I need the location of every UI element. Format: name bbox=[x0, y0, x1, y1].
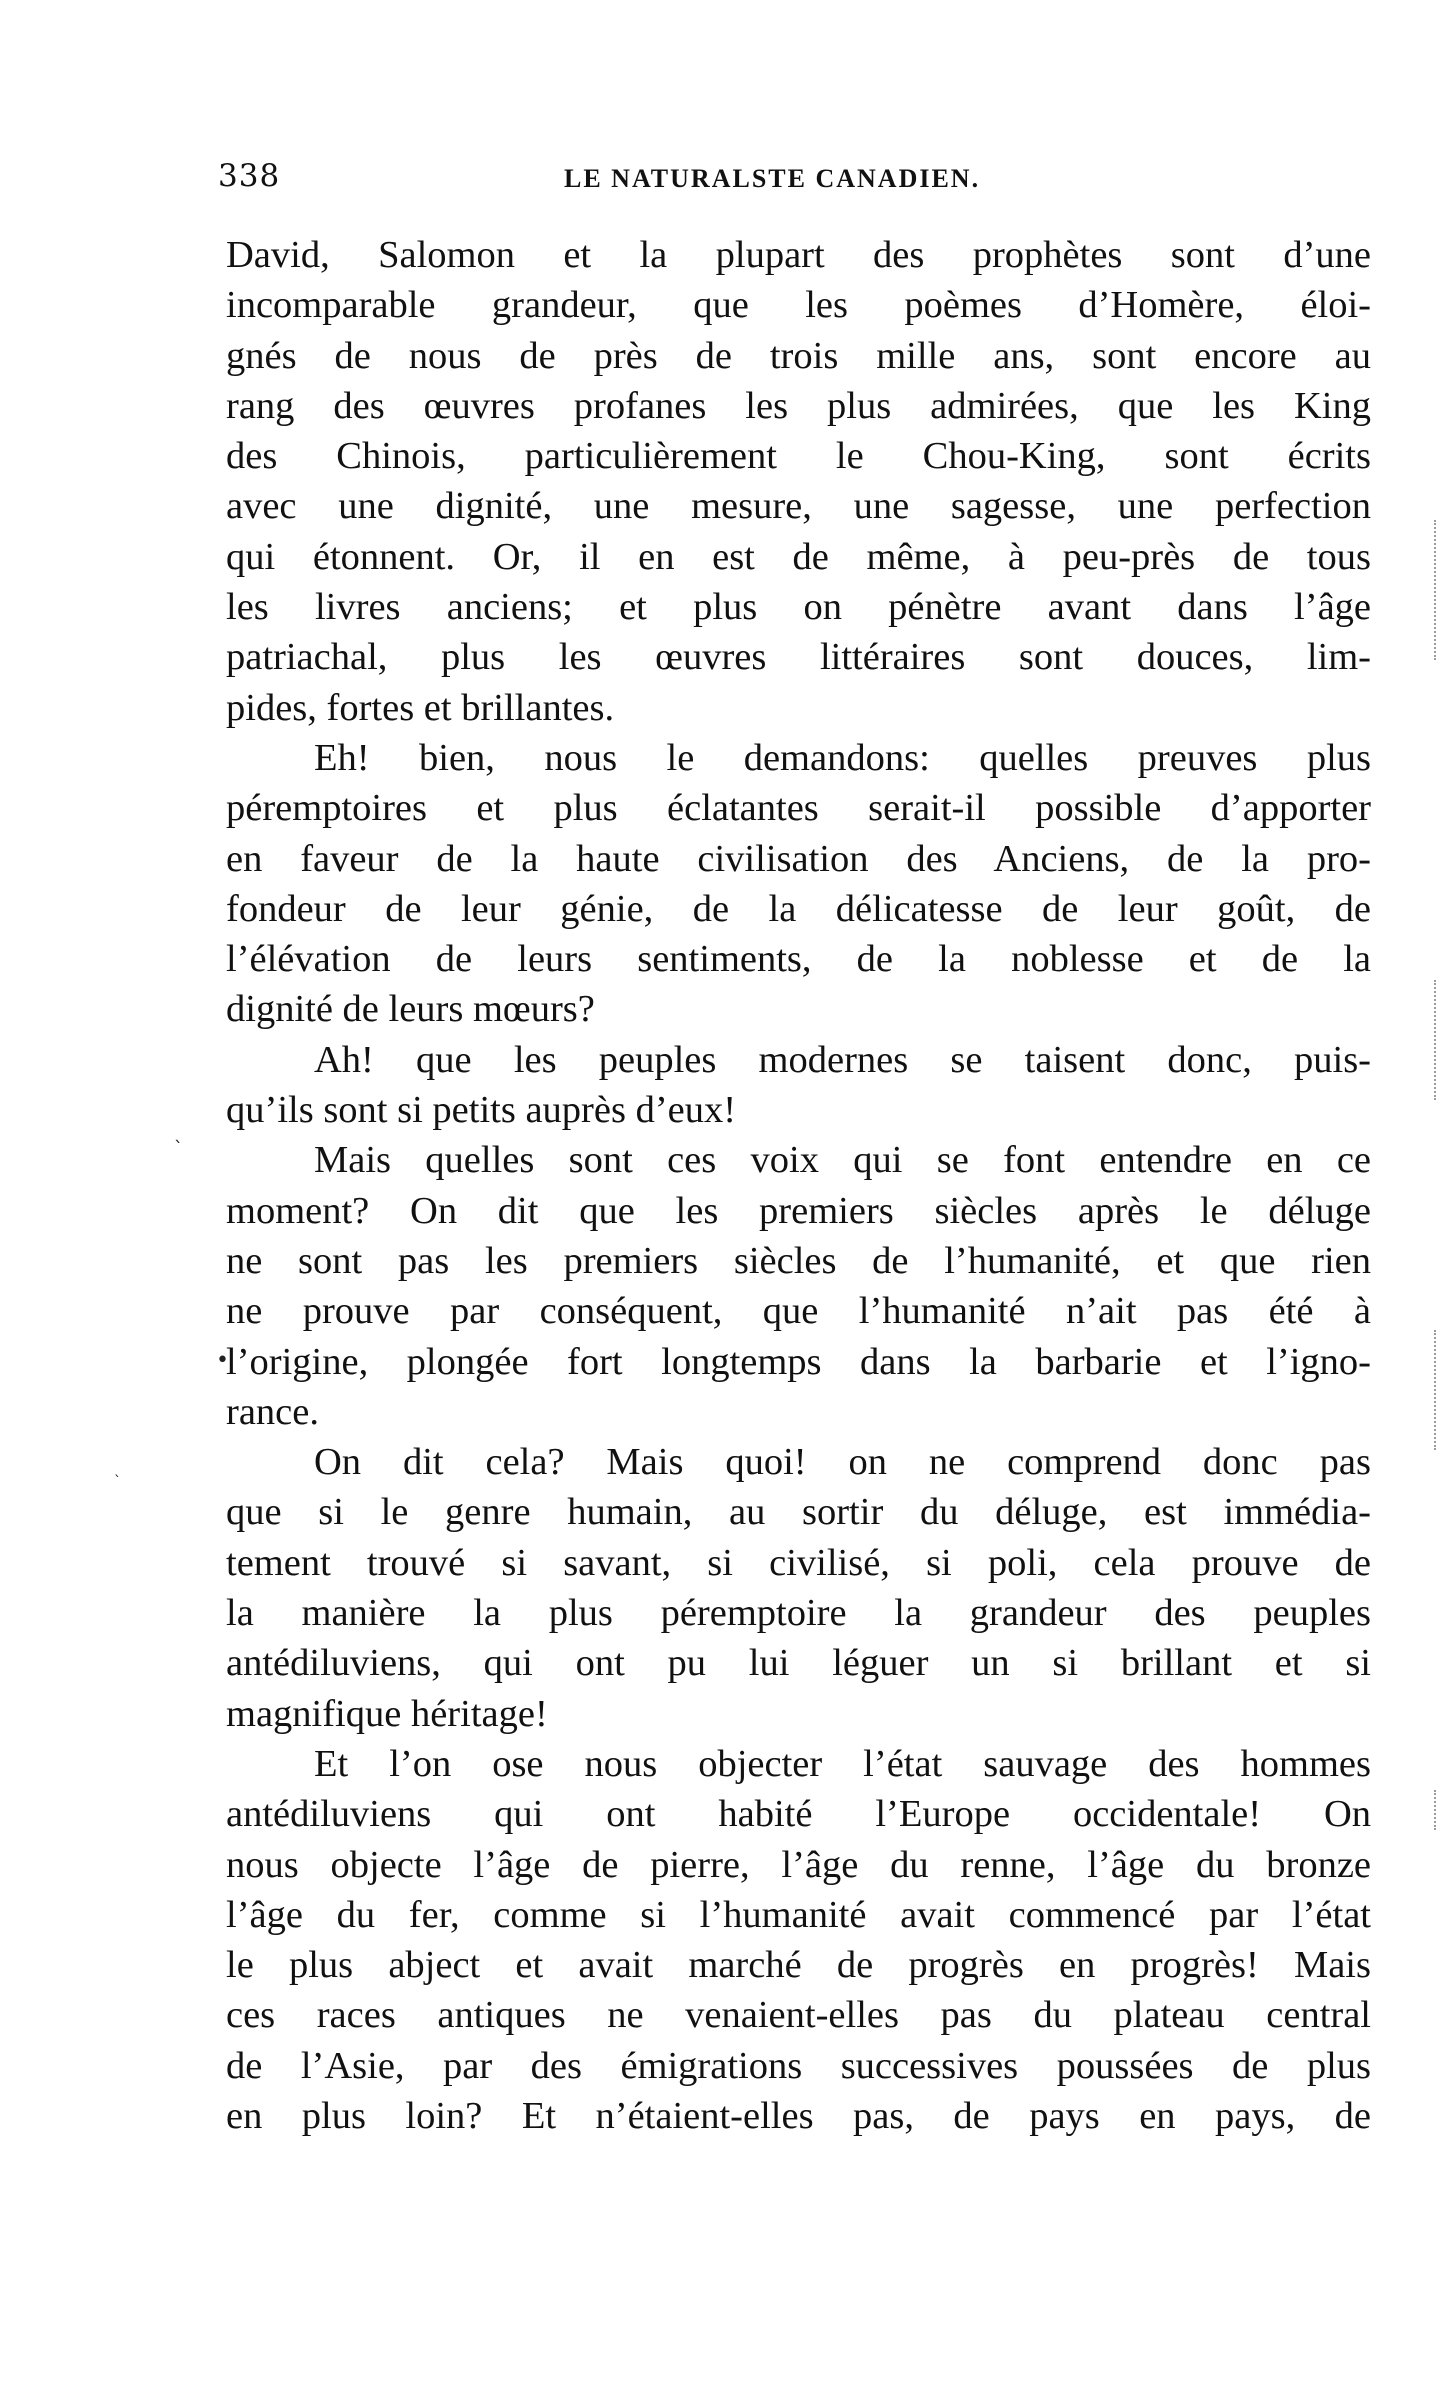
paragraph-2 bbox=[226, 733, 1371, 1035]
paragraph-3 bbox=[226, 1035, 1371, 1136]
running-head bbox=[218, 158, 1378, 198]
text-line: ne prouve par conséquent, que l’humanité n’ait pas été à bbox=[226, 1290, 1371, 1333]
text-line: Ah! que les peuples modernes se taisent donc, puis- bbox=[314, 1038, 1371, 1081]
scan-edge-noise bbox=[1434, 520, 1444, 660]
body-text bbox=[226, 230, 1371, 2141]
scan-edge-noise bbox=[1434, 1790, 1444, 1830]
text-line: moment? On dit que les premiers siècles après le déluge bbox=[226, 1189, 1371, 1232]
margin-speck: ˋ bbox=[174, 1138, 183, 1159]
text-line: qu’ils sont si petits auprès d’eux! bbox=[226, 1089, 737, 1132]
text-line: en plus loin? Et n’étaient-elles pas, de pays en pays, de bbox=[226, 2094, 1371, 2137]
margin-bullet: • bbox=[216, 1348, 229, 1373]
text-line: avec une dignité, une mesure, une sagesse, une perfection bbox=[226, 485, 1371, 528]
text-line: l’origine, plongée fort longtemps dans la barbarie et l’igno- bbox=[226, 1340, 1371, 1383]
text-line: gnés de nous de près de trois mille ans, sont encore au bbox=[226, 334, 1371, 377]
text-line: le plus abject et avait marché de progrès en progrès! Mais bbox=[226, 1944, 1371, 1987]
paragraph-6 bbox=[226, 1739, 1371, 2141]
text-line: fondeur de leur génie, de la délicatesse de leur goût, de bbox=[226, 887, 1371, 930]
text-line: les livres anciens; et plus on pénètre avant dans l’âge bbox=[226, 586, 1371, 629]
text-line: Mais quelles sont ces voix qui se font entendre en ce bbox=[314, 1139, 1371, 1182]
text-line: qui étonnent. Or, il en est de même, à peu-près de tous bbox=[226, 535, 1371, 578]
text-line: On dit cela? Mais quoi! on ne comprend donc pas bbox=[314, 1441, 1371, 1484]
text-line: ne sont pas les premiers siècles de l’humanité, et que rien bbox=[226, 1239, 1371, 1282]
text-line: que si le genre humain, au sortir du déluge, est immédia- bbox=[226, 1491, 1371, 1534]
text-line: rang des œuvres profanes les plus admirées, que les King bbox=[226, 384, 1371, 427]
text-line: tement trouvé si savant, si civilisé, si poli, cela prouve de bbox=[226, 1541, 1371, 1584]
text-line: des Chinois, particulièrement le Chou-King, sont écrits bbox=[226, 435, 1371, 478]
text-line: péremptoires et plus éclatantes serait-il possible d’apporter bbox=[226, 787, 1371, 830]
text-line: David, Salomon et la plupart des prophètes sont d’une bbox=[226, 234, 1371, 276]
text-line: pides, fortes et brillantes. bbox=[226, 686, 615, 729]
scan-edge-noise bbox=[1434, 1330, 1444, 1450]
text-line: la manière la plus péremptoire la grandeur des peuples bbox=[226, 1592, 1371, 1635]
text-line: incomparable grandeur, que les poèmes d’Homère, éloi- bbox=[226, 284, 1371, 327]
paragraph-5 bbox=[226, 1437, 1371, 1739]
text-line: ces races antiques ne venaient-elles pas du plateau central bbox=[226, 1994, 1371, 2037]
text-line: dignité de leurs mœurs? bbox=[226, 988, 595, 1031]
journal-title: LE NATURALSTE CANADIEN. bbox=[564, 164, 981, 193]
text-line: de l’Asie, par des émigrations successives poussées de plus bbox=[226, 2044, 1371, 2087]
text-line: nous objecte l’âge de pierre, l’âge du renne, l’âge du bronze bbox=[226, 1843, 1371, 1886]
paragraph-1 bbox=[226, 230, 1371, 733]
scan-edge-noise bbox=[1434, 980, 1444, 1100]
margin-speck: ˋ bbox=[114, 1474, 121, 1490]
text-line: patriachal, plus les œuvres littéraires sont douces, lim- bbox=[226, 636, 1371, 679]
text-line: Et l’on ose nous objecter l’état sauvage des hommes bbox=[314, 1742, 1371, 1785]
text-line: l’élévation de leurs sentiments, de la noblesse et de la bbox=[226, 938, 1371, 981]
text-line: en faveur de la haute civilisation des Anciens, de la pro- bbox=[226, 837, 1371, 880]
page-number: 338 bbox=[218, 158, 281, 194]
text-line: antédiluviens, qui ont pu lui léguer un si brillant et si bbox=[226, 1642, 1371, 1685]
text-line: l’âge du fer, comme si l’humanité avait commencé par l’état bbox=[226, 1893, 1371, 1936]
text-line: magnifique héritage! bbox=[226, 1692, 548, 1735]
text-line: rance. bbox=[226, 1390, 319, 1433]
paragraph-4 bbox=[226, 1135, 1371, 1437]
text-line: antédiluviens qui ont habité l’Europe occidentale! On bbox=[226, 1793, 1371, 1836]
text-line: Eh! bien, nous le demandons: quelles preuves plus bbox=[314, 736, 1371, 779]
